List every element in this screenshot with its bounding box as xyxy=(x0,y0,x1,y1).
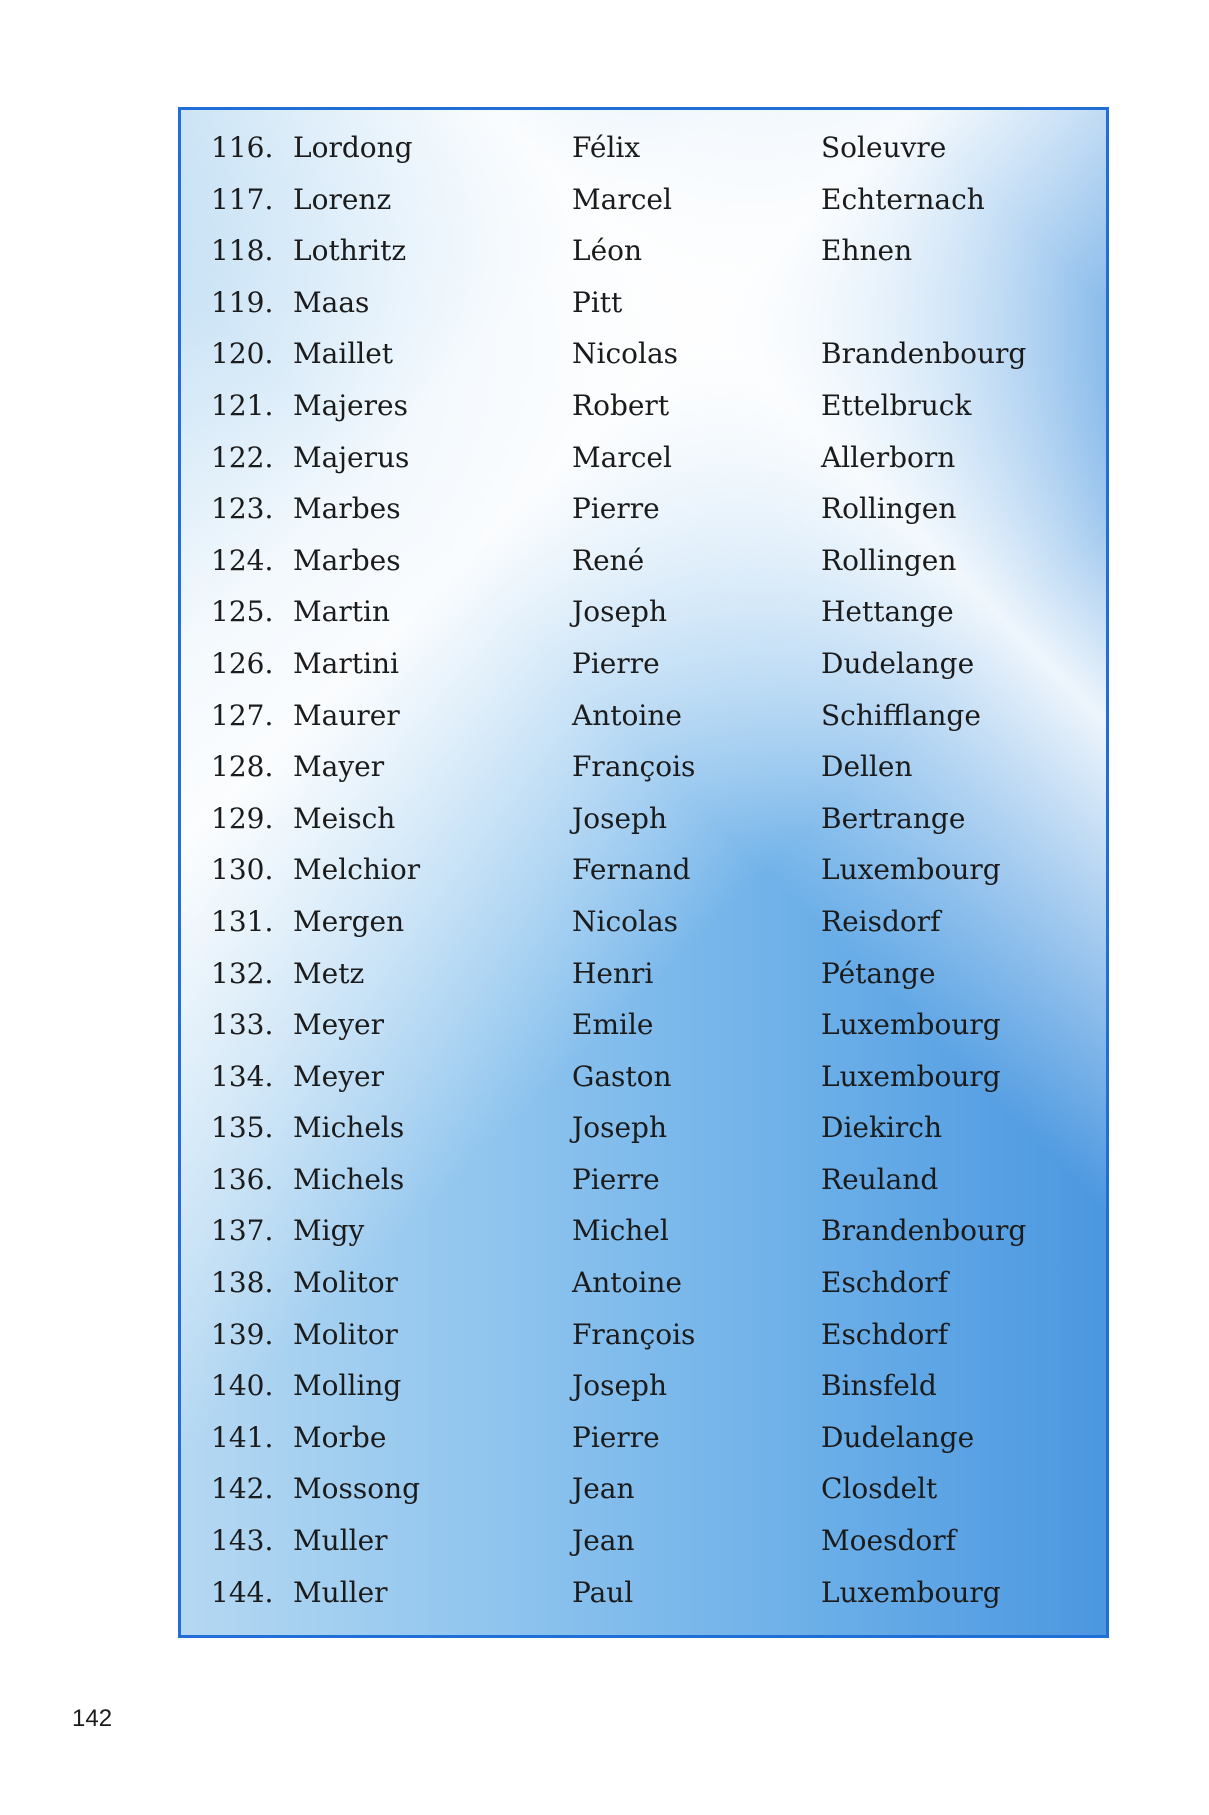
list-row xyxy=(181,1369,1106,1424)
place-name: Echternach xyxy=(821,182,985,216)
place-name: Diekirch xyxy=(821,1111,942,1145)
place-name: Bertrange xyxy=(821,801,966,835)
first-name: Marcel xyxy=(572,182,672,216)
surname: Michels xyxy=(293,1162,405,1196)
entry-number: 116. xyxy=(211,131,274,164)
place-name: Pétange xyxy=(821,956,936,990)
list-row xyxy=(181,750,1106,805)
entry-number: 121. xyxy=(211,388,274,422)
first-name: Henri xyxy=(572,956,654,990)
surname: Meisch xyxy=(293,801,396,835)
entry-number: 131. xyxy=(211,904,274,938)
list-row xyxy=(181,1420,1106,1476)
place-name: Schifflange xyxy=(821,698,981,732)
list-row xyxy=(181,595,1106,650)
list-row xyxy=(181,182,1106,238)
place-name: Reuland xyxy=(821,1162,939,1196)
place-name: Moesdorf xyxy=(821,1524,956,1558)
surname: Molitor xyxy=(293,1266,398,1300)
surname: Lothritz xyxy=(293,234,407,268)
place-name: Brandenbourg xyxy=(821,1214,1027,1248)
place-name: Dudelange xyxy=(821,646,975,680)
entry-number: 135. xyxy=(211,1111,274,1145)
place-name: Allerborn xyxy=(821,440,956,474)
place-name: Hettange xyxy=(821,595,954,629)
place-name: Reisdorf xyxy=(821,904,941,938)
surname: Mossong xyxy=(293,1472,421,1506)
first-name: Antoine xyxy=(572,1266,682,1300)
first-name: François xyxy=(572,750,696,784)
place-name: Closdelt xyxy=(821,1472,938,1506)
surname: Martin xyxy=(293,595,390,629)
list-row xyxy=(181,1214,1106,1269)
list-row xyxy=(181,1317,1106,1373)
list-row xyxy=(181,131,1106,186)
list-row xyxy=(181,1059,1106,1115)
entry-number: 139. xyxy=(211,1317,274,1351)
first-name: Marcel xyxy=(572,440,672,474)
surname: Maillet xyxy=(293,337,394,371)
entry-number: 143. xyxy=(211,1524,274,1558)
entry-number: 117. xyxy=(211,182,274,216)
list-row xyxy=(181,1472,1106,1527)
surname: Maurer xyxy=(293,698,400,732)
surname: Meyer xyxy=(293,1059,385,1093)
first-name: Pierre xyxy=(572,1420,660,1454)
entry-number: 130. xyxy=(211,853,274,887)
surname: Mergen xyxy=(293,904,405,938)
place-name: Soleuvre xyxy=(821,131,947,164)
first-name: Joseph xyxy=(572,801,667,835)
entry-number: 118. xyxy=(211,234,274,268)
first-name: Fernand xyxy=(572,853,691,887)
entry-number: 125. xyxy=(211,595,274,629)
surname: Metz xyxy=(293,956,365,990)
first-name: Nicolas xyxy=(572,904,679,938)
list-row xyxy=(181,440,1106,496)
entry-number: 137. xyxy=(211,1214,274,1248)
list-row xyxy=(181,698,1106,754)
first-name: Nicolas xyxy=(572,337,679,371)
entry-number: 142. xyxy=(211,1472,274,1506)
list-row xyxy=(181,1162,1106,1218)
surname: Muller xyxy=(293,1524,388,1558)
surname: Migy xyxy=(293,1214,365,1248)
surname: Meyer xyxy=(293,1008,385,1042)
surname: Majeres xyxy=(293,388,408,422)
page-number: 142 xyxy=(72,1705,113,1732)
entry-number: 122. xyxy=(211,440,274,474)
entry-number: 136. xyxy=(211,1162,274,1196)
first-name: Félix xyxy=(572,131,641,164)
place-name: Luxembourg xyxy=(821,1059,1001,1093)
entry-number: 141. xyxy=(211,1420,274,1454)
surname: Michels xyxy=(293,1111,405,1145)
entry-number: 128. xyxy=(211,750,274,784)
entry-number: 129. xyxy=(211,801,274,835)
surname: Lordong xyxy=(293,131,413,164)
first-name: René xyxy=(572,543,645,577)
place-name: Rollingen xyxy=(821,543,957,577)
first-name: Antoine xyxy=(572,698,682,732)
entry-number: 123. xyxy=(211,492,274,526)
first-name: Pierre xyxy=(572,1162,660,1196)
first-name: François xyxy=(572,1317,696,1351)
entry-number: 124. xyxy=(211,543,274,577)
list-row xyxy=(181,956,1106,1012)
first-name: Joseph xyxy=(572,1111,667,1145)
first-name: Pierre xyxy=(572,492,660,526)
entry-number: 134. xyxy=(211,1059,274,1093)
list-row xyxy=(181,285,1106,341)
list-row xyxy=(181,337,1106,392)
entry-number: 138. xyxy=(211,1266,274,1300)
surname: Maas xyxy=(293,285,370,319)
entry-number: 144. xyxy=(211,1575,274,1609)
place-name: Eschdorf xyxy=(821,1266,949,1300)
place-name: Eschdorf xyxy=(821,1317,949,1351)
place-name: Rollingen xyxy=(821,492,957,526)
place-name: Brandenbourg xyxy=(821,337,1027,371)
list-row xyxy=(181,492,1106,547)
first-name: Jean xyxy=(572,1472,635,1506)
list-row xyxy=(181,388,1106,444)
list-row xyxy=(181,1524,1106,1579)
first-name: Paul xyxy=(572,1575,634,1609)
list-row xyxy=(181,646,1106,702)
place-name: Dellen xyxy=(821,750,913,784)
list-row xyxy=(181,904,1106,960)
surname: Melchior xyxy=(293,853,421,887)
place-name: Ettelbruck xyxy=(821,388,972,422)
list-row xyxy=(181,1575,1106,1631)
place-name: Dudelange xyxy=(821,1420,975,1454)
place-name: Luxembourg xyxy=(821,1008,1001,1042)
list-row xyxy=(181,1111,1106,1166)
list-row xyxy=(181,801,1106,857)
list-row xyxy=(181,1266,1106,1321)
first-name: Joseph xyxy=(572,1369,667,1403)
first-name: Pierre xyxy=(572,646,660,680)
place-name: Luxembourg xyxy=(821,1575,1001,1609)
first-name: Jean xyxy=(572,1524,635,1558)
first-name: Michel xyxy=(572,1214,669,1248)
entry-number: 119. xyxy=(211,285,274,319)
entry-number: 120. xyxy=(211,337,274,371)
entry-number: 140. xyxy=(211,1369,274,1403)
surname: Martini xyxy=(293,646,399,680)
entry-number: 127. xyxy=(211,698,274,732)
first-name: Gaston xyxy=(572,1059,672,1093)
first-name: Léon xyxy=(572,234,643,268)
surname: Majerus xyxy=(293,440,410,474)
list-row xyxy=(181,853,1106,908)
name-list-panel xyxy=(178,107,1109,1638)
list-row xyxy=(181,234,1106,289)
first-name: Joseph xyxy=(572,595,667,629)
surname: Lorenz xyxy=(293,182,392,216)
place-name: Luxembourg xyxy=(821,853,1001,887)
surname: Marbes xyxy=(293,492,401,526)
place-name: Ehnen xyxy=(821,234,913,268)
list-row xyxy=(181,1008,1106,1063)
surname: Morbe xyxy=(293,1420,387,1454)
surname: Marbes xyxy=(293,543,401,577)
surname: Mayer xyxy=(293,750,385,784)
surname: Molling xyxy=(293,1369,402,1403)
list-row xyxy=(181,543,1106,599)
place-name: Binsfeld xyxy=(821,1369,937,1403)
name-list xyxy=(181,131,1106,1630)
entry-number: 126. xyxy=(211,646,274,680)
surname: Muller xyxy=(293,1575,388,1609)
entry-number: 133. xyxy=(211,1008,274,1042)
first-name: Pitt xyxy=(572,285,623,319)
surname: Molitor xyxy=(293,1317,398,1351)
entry-number: 132. xyxy=(211,956,274,990)
first-name: Robert xyxy=(572,388,670,422)
first-name: Emile xyxy=(572,1008,654,1042)
